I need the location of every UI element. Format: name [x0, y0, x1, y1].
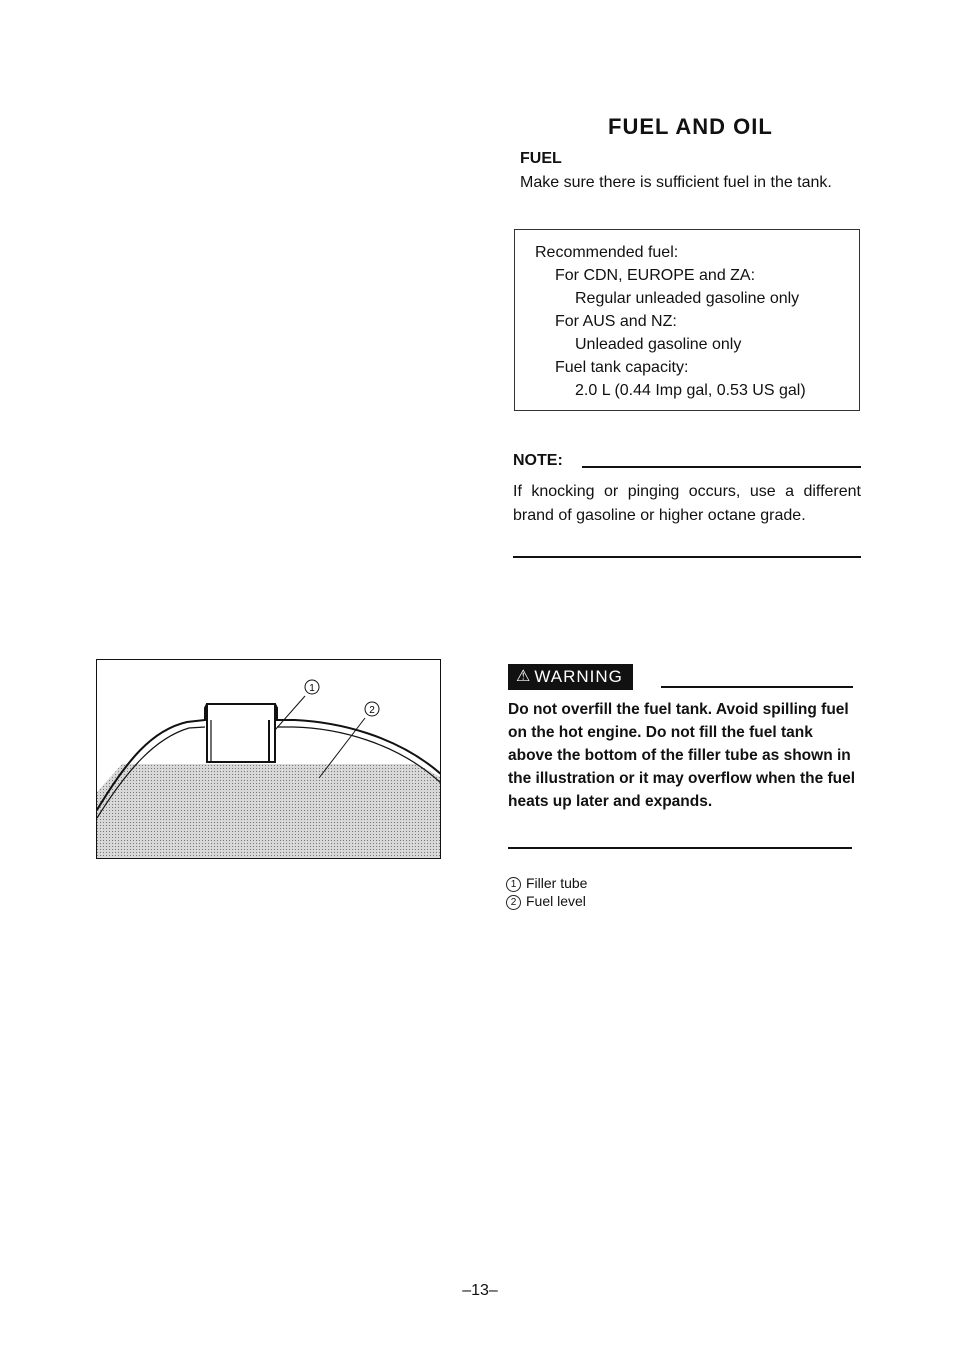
note-bottom-divider: [513, 556, 861, 558]
caption-label: Fuel level: [526, 893, 586, 909]
note-divider: [582, 466, 861, 468]
filler-cap: [207, 704, 275, 762]
callout-2-label: 2: [369, 705, 375, 716]
note-label: NOTE:: [513, 452, 563, 469]
fuel-tank-illustration: [96, 659, 441, 859]
callout-1-label: 1: [309, 683, 315, 694]
figure-captions: [506, 874, 587, 910]
intro-text: Make sure there is sufficient fuel in the tank.: [520, 174, 832, 191]
spec-line: Unleaded gasoline only: [575, 336, 742, 353]
warning-divider: [661, 686, 853, 688]
fuel-tank-drawing: [97, 660, 441, 859]
page-number: –13–: [462, 1282, 498, 1299]
spec-line: For CDN, EUROPE and ZA:: [555, 267, 756, 284]
warning-badge: [508, 664, 633, 690]
callout-1-leader: [275, 696, 305, 730]
spec-line: For AUS and NZ:: [555, 313, 677, 330]
spec-line: Recommended fuel:: [535, 244, 679, 261]
page-title: FUEL AND OIL: [608, 114, 773, 139]
fuel-level-fill: [97, 764, 441, 859]
spec-line: Regular unleaded gasoline only: [575, 290, 800, 307]
caption-number: 2: [506, 895, 521, 910]
note-text: If knocking or pinging occurs, use a different brand of gasoline or higher octane grade.: [513, 483, 861, 524]
warning-text: Do not overfill the fuel tank. Avoid spilling fuel on the hot engine. Do not fill the fuel tank above the bottom of the filler tube as shown in the illustration or it may overflow when the fuel heats up later and expands.: [508, 701, 856, 810]
caption-item: [506, 892, 587, 910]
fuel-spec-box: [514, 229, 860, 411]
caption-item: [506, 874, 587, 892]
caption-label: Filler tube: [526, 875, 588, 891]
caption-number: 1: [506, 877, 521, 892]
warning-bottom-divider: [508, 847, 852, 849]
spec-line: Fuel tank capacity:: [555, 359, 689, 376]
warning-triangle-icon: ⚠: [516, 668, 532, 685]
section-subheading: FUEL: [520, 150, 562, 167]
warning-label: WARNING: [534, 667, 623, 686]
spec-line: 2.0 L (0.44 Imp gal, 0.53 US gal): [575, 382, 806, 399]
